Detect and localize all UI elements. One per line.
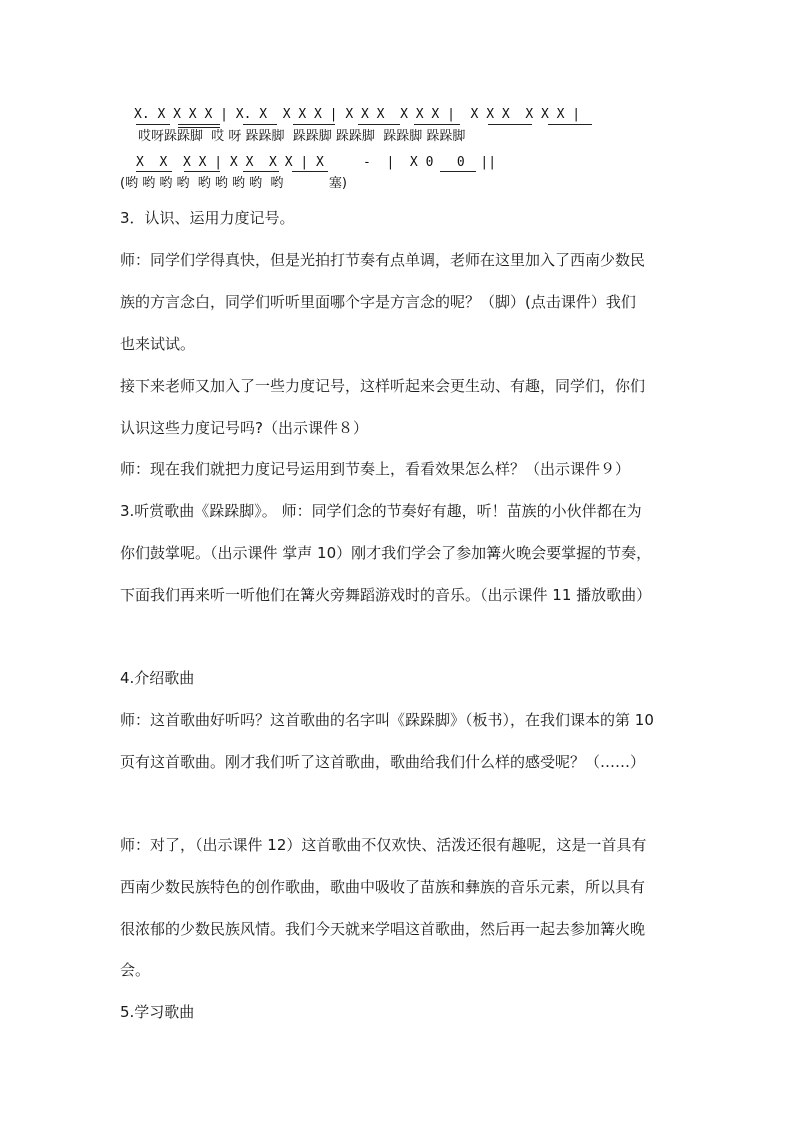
beat-underline (243, 124, 277, 125)
paragraph-line: 很浓郁的少数民族风情。我们今天就来学唱这首歌曲，然后再一起去参加篝火晚 (120, 920, 646, 938)
section-heading-3: 3．认识、运用力度记号。 (120, 209, 295, 227)
paragraph-line: 认识这些力度记号吗?（出示课件８） (120, 419, 368, 437)
beat-underline (136, 171, 172, 172)
beat-underline (136, 124, 170, 125)
paragraph-line: 下面我们再来听一听他们在篝火旁舞蹈游戏时的音乐。（出示课件 11 播放歌曲） (120, 586, 652, 604)
paragraph-line: 师：对了，（出示课件 12）这首歌曲不仅欢快、活泼还很有趣呢，这是一首具有 (120, 836, 647, 854)
paragraph-line: 族的方言念白，同学们听听里面哪个字是方言念的呢？（脚）(点击课件）我们 (120, 293, 636, 311)
paragraph-line: 师：这首歌曲好听吗？这首歌曲的名字叫《跺跺脚》（板书），在我们课本的第 10 (120, 711, 654, 729)
section-heading-4: 4.介绍歌曲 (120, 669, 195, 687)
paragraph-line: 接下来老师又加入了一些力度记号，这样听起来会更生动、有趣，同学们，你们 (120, 377, 646, 395)
section-heading-5: 5.学习歌曲 (120, 1003, 195, 1021)
paragraph-line: 会。 (120, 961, 151, 979)
paragraph-line: 师：同学们学得真快，但是光拍打节奏有点单调，老师在这里加入了西南少数民 (120, 251, 646, 269)
paragraph-line: 师：现在我们就把力度记号运用到节奏上，看看效果怎么样？（出示课件９） (120, 460, 631, 478)
beat-underline (178, 127, 220, 128)
beat-underline (292, 171, 328, 172)
beat-underline (358, 124, 400, 125)
beat-underline (243, 171, 279, 172)
paragraph-line: 你们鼓掌呢。（出示课件 掌声 10）刚才我们学会了参加篝火晚会要掌握的节奏， (120, 544, 652, 562)
paragraph-line: 3.听赏歌曲《跺跺脚》。 师：同学们念的节奏好有趣，听！苗族的小伙伴都在为 (120, 502, 642, 520)
paragraph-line: 西南少数民族特色的创作歌曲，歌曲中吸收了苗族和彝族的音乐元素，所以具有 (120, 878, 646, 896)
lyric-line-2: (哟 哟 哟 哟 哟 哟 哟 哟 哟 塞) (120, 176, 347, 191)
beat-underline (548, 124, 592, 125)
lyric-line-1: 哎呀跺跺脚 哎 呀 跺跺脚 跺跺脚 跺跺脚 跺跺脚 跺跺脚 (138, 129, 466, 144)
paragraph-line: 也来试试。 (120, 335, 196, 353)
beat-underline (293, 124, 335, 125)
beat-underline (178, 124, 220, 125)
rhythm-notation (0, 0, 794, 200)
beat-underline (440, 171, 476, 172)
beat-underline (414, 124, 460, 125)
paragraph-line: 页有这首歌曲。刚才我们听了这首歌曲，歌曲给我们什么样的感受呢？（……） (120, 753, 646, 771)
rhythm-line-1: X. X X X X | X. X X X X | X X X X X X | X X X X X X | (134, 107, 581, 122)
beat-underline (184, 171, 220, 172)
rhythm-line-2: X X X X | X X X X | X - | X 0 0 || (136, 155, 497, 170)
beat-underline (488, 124, 532, 125)
